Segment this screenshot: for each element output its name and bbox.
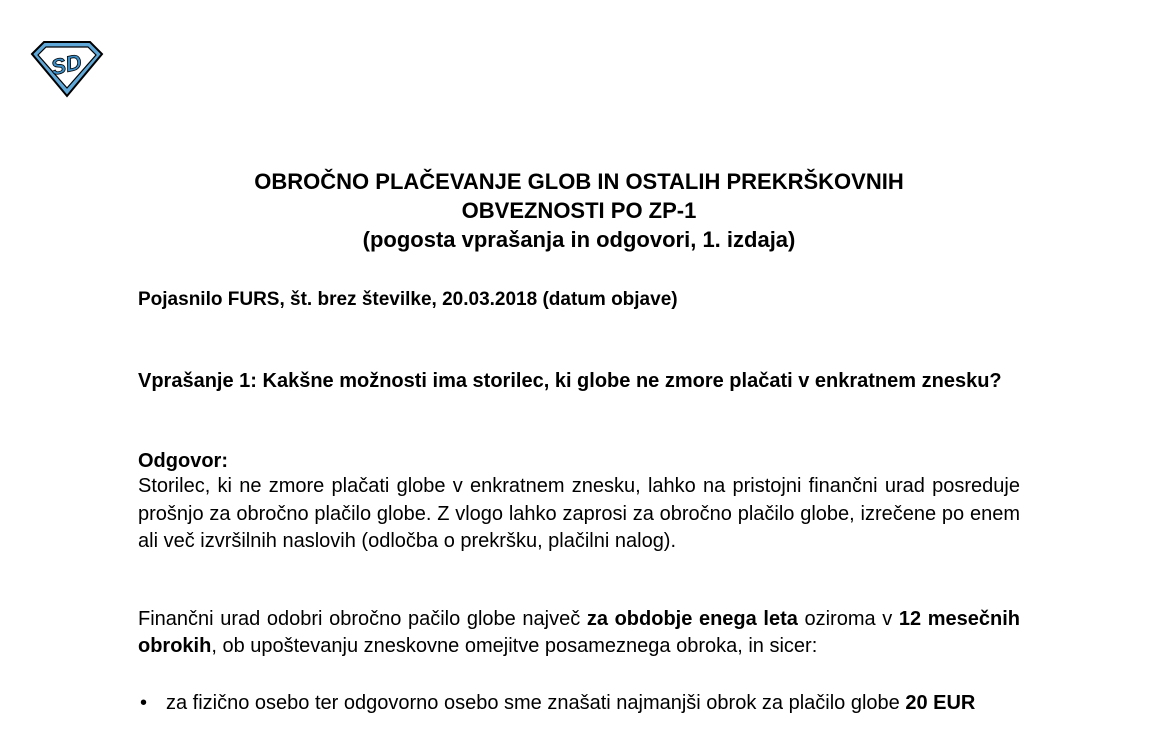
- list-item-text: za fizično osebo ter odgovorno osebo sme znašati najmanjši obrok za plačilo globe: [166, 692, 906, 714]
- answer-paragraph-1: Storilec, ki ne zmore plačati globe v enkratnem znesku, lahko na pristojni finančni urad posreduje prošnjo za obročno plačilo globe. Z vlogo lahko zaprosi za obročno plačilo globe, izrečene po enem ali več izvršilnih naslovih (odločba o prekršku, plačilni nalog).: [138, 475, 1020, 552]
- logo-icon: [30, 40, 104, 98]
- document-meta: Pojasnilo FURS, št. brez številke, 20.03.2018 (datum objave): [138, 289, 678, 310]
- title-line-2: OBVEZNOSTI PO ZP-1: [461, 198, 697, 223]
- svg-text:SD: SD: [48, 49, 84, 80]
- document-title: [138, 167, 1020, 254]
- list-item: [138, 690, 1020, 717]
- p2-bold-1: za obdobje enega leta: [586, 608, 798, 630]
- answer-heading: Odgovor:: [138, 450, 228, 472]
- title-line-3: (pogosta vprašanja in odgovori, 1. izdaja): [362, 227, 796, 252]
- question-1: Vprašanje 1: Kakšne možnosti ima storilec, ki globe ne zmore plačati v enkratnem znesku?: [138, 370, 1002, 392]
- list-item-bold: 20 EUR: [905, 692, 976, 714]
- p2-bold-2: 12 mesečnih obrokih: [138, 608, 1020, 657]
- p2-text-1: Finančni urad odobri obročno pačilo globe največ: [138, 608, 587, 630]
- p2-text-2: oziroma v: [797, 608, 899, 630]
- answer-paragraph-2: [138, 606, 1020, 659]
- bullet-icon: •: [140, 692, 148, 714]
- p2-text-3: , ob upoštevanju zneskovne omejitve posameznega obroka, in sicer:: [211, 634, 818, 657]
- answer-list: [138, 690, 1020, 717]
- title-line-1: OBROČNO PLAČEVANJE GLOB IN OSTALIH PREKRŠKOVNIH: [254, 169, 904, 194]
